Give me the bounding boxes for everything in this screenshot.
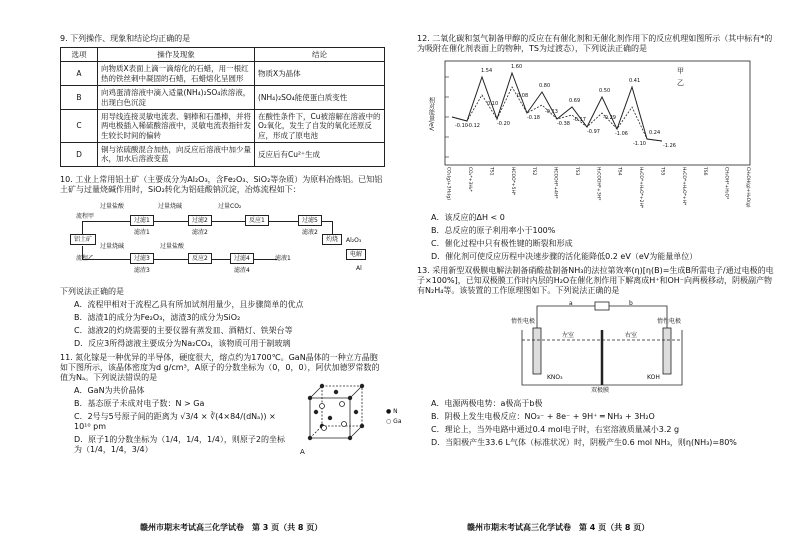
flow-step: 过滤3 (130, 253, 154, 265)
question-10-stem: 10. 工业上常用铝土矿（主要成分为Al₂O₃，含Fe₂O₃、SiO₂等杂质）为原料冶炼铝。已知铝土矿与过量烧碱作用时，SiO₂转化为铝硅酸钠沉淀，冶炼流程如下： (60, 174, 383, 194)
energy-label: -0.10 (455, 123, 468, 129)
option[interactable]: B．总反应的原子利用率小于100% (431, 226, 556, 235)
x-tick-label: H₂CO*+H₂O*+2H* (638, 167, 643, 209)
energy-label: -0.12 (467, 123, 480, 129)
question-13-stem: 13. 采用新型双极膜电解法制备硝酸盐制备NH₃的法拉第效率(η)[η(B)=生成B所需电子/通过电极的电子×100%]，已知双极膜工作时内层的H₂O在催化剂作用下解离成H⁺和OH⁻向两极移动，阴极副产物有N₂H₄等。该装置的工作原理图如下。下列说法正确的是 (417, 266, 774, 295)
option[interactable]: D．反应3所得滤液主要成分为Na₂CO₃，该物质可用于制玻璃 (74, 338, 291, 348)
option[interactable]: C．2号与5号原子间的距离为 √3/4 × ∛(4×84/(dNₐ)) × 10¹⁰ pm (74, 411, 276, 431)
question-11-block (60, 386, 400, 454)
flow-reagent: 过量CO₂ (218, 202, 242, 210)
flow-residue: 滤渣3 (134, 266, 150, 274)
left-chamber-label: 左室 (562, 332, 575, 339)
legend-ga: ○ Ga (386, 417, 402, 425)
legend-swatch-n: ● (386, 407, 392, 415)
energy-label: 0.41 (629, 78, 641, 84)
table-row: A 向物质X表面上滴一滴熔化的石蜡，用一根红热的铁丝刺中凝固的石蜡，石蜡熔化呈圆形 物质X为晶体 (61, 62, 385, 86)
option[interactable]: B．阴极上发生电极反应：NO₃⁻ + 8e⁻ + 9H⁺ ═ NH₃ + 3H₂O (431, 412, 655, 421)
flow-residue: 滤渣1 (134, 228, 150, 236)
flow-route-a: 流程甲 (76, 212, 95, 220)
flow-reagent: 过量烧碱 (158, 202, 183, 210)
energy-label: -1.26 (663, 143, 676, 149)
flow-reagent: 过量烧碱 (100, 242, 125, 250)
x-tick-label: CH₃OH(g)+H₂O(g) (744, 167, 750, 208)
legend-swatch-ga: ○ (386, 417, 392, 425)
flow-step: 反应1 (245, 215, 269, 227)
option[interactable]: A．GaN为共价晶体 (74, 385, 145, 395)
option[interactable]: C．滤液2的灼烧需要的主要仪器有蒸发皿、酒精灯、铁架台等 (74, 325, 293, 335)
right-electrode-label: 惰性电极 (657, 318, 682, 325)
flow-alumina: Al₂O₃ (346, 236, 362, 244)
option[interactable]: A．流程甲相对于流程乙具有所加试剂用量少，且步骤简单的优点 (74, 299, 304, 309)
aluminum-flow-diagram (70, 199, 370, 281)
flow-reagent: 过量盐酸 (160, 242, 185, 250)
right-chamber-label: 右室 (625, 332, 638, 339)
energy-label: 1.54 (481, 68, 493, 74)
series-label-yi: 乙 (677, 79, 684, 87)
question-11-stem: 11. 氮化镓是一种优异的半导体，硬度很大，熔点约为1700℃。GaN晶体的一种立方晶胞如下图所示，该晶体密度为d g/cm³，A原子的分数坐标为（0，0，0），阿伏加德罗常数的值为Nₐ。下列说法错误的是 (60, 352, 380, 382)
flow-filtrate: 滤液1 (275, 254, 291, 262)
option[interactable]: C．理论上，当外电路中通过0.4 mol电子时，右室溶液质量减小3.2 g (431, 425, 680, 434)
energy-label: -0.20 (497, 121, 510, 127)
option[interactable]: A．该反应的ΔH < 0 (431, 213, 505, 222)
x-tick-label: H₃CO*+H₂O*+H* (680, 167, 686, 206)
page-footer: 赣州市期末考试高三化学试卷 第 3 页（共 8 页） (140, 523, 323, 532)
terminal-a: a (569, 300, 573, 307)
energy-label: 1.60 (511, 64, 523, 70)
left-electrode-label: 惰性电极 (511, 318, 536, 325)
x-tick-label: CO₂*+3H₂* (467, 167, 472, 192)
electrolysis-svg (507, 300, 697, 395)
energy-label: 0.50 (599, 88, 611, 94)
flow-step: 过滤4 (230, 253, 254, 265)
flow-step: 过滤5 (298, 215, 322, 227)
option[interactable]: A．电源两极电势：a极高于b极 (431, 399, 543, 408)
series-label-jia: 甲 (677, 67, 684, 75)
flow-step: 反应2 (188, 253, 212, 265)
energy-label: 0.08 (517, 93, 529, 99)
x-tick-label: TS2 (531, 167, 537, 176)
flow-route-b: 流程乙 (76, 254, 95, 262)
x-tick-label: TS4 (616, 167, 622, 176)
flow-residue: 滤渣4 (234, 266, 250, 274)
option[interactable]: C．催化过程中只有极性键的断裂和形成 (431, 239, 573, 248)
chart-x-labels (445, 167, 750, 207)
flow-residue: 滤渣2 (192, 228, 208, 236)
chart-ylabel: 相对能量/eV (427, 97, 435, 131)
energy-label: -0.38 (557, 121, 570, 127)
left-solution-label: KNO₃ (547, 374, 563, 381)
flow-aluminum: Al (356, 264, 362, 272)
energy-profile-chart (427, 57, 757, 207)
option[interactable]: D．原子1的分数坐标为（1/4，1/4，1/4），则原子2的坐标为（1/4，1/4，3/4） (74, 434, 285, 454)
energy-label: -1.06 (615, 131, 628, 137)
energy-label: 0.10 (487, 101, 499, 107)
x-tick-label: TS5 (659, 167, 665, 176)
x-tick-label: TS1 (488, 167, 494, 176)
x-tick-label: CH₃OH*+H₂O* (723, 167, 729, 200)
x-tick-label: HCOOH*+4H* (552, 167, 558, 199)
flow-ore: 铝土矿 (70, 234, 96, 246)
table-row: B 向鸡蛋清溶液中滴入适量(NH₄)₂SO₄浓溶液，出现白色沉淀 (NH₄)₂SO₄能使蛋白质变性 (61, 86, 385, 110)
option[interactable]: B．基态原子未成对电子数：N > Ga (74, 398, 205, 408)
flow-filtrate: 滤液2 (302, 228, 318, 236)
option[interactable]: B．滤渣1的成分为Fe₂O₃，滤渣3的成分为SiO₂ (74, 312, 241, 322)
flow-step: 过滤1 (130, 215, 154, 227)
table-header: 操作及现象 (98, 48, 255, 62)
energy-label: -0.17 (573, 117, 586, 123)
question-12-stem: 12. 二氧化碳和氢气制备甲醇的反应在有催化剂和无催化剂作用下的反应机理如图所示（其中标有*的为吸附在催化剂表面上的物种，TS为过渡态），下列说法正确的是 (417, 34, 773, 53)
question-10-ask: 下列说法正确的是 (60, 286, 124, 296)
crystal-cell-diagram (300, 378, 380, 453)
table-row: C 用导线连接灵敏电流表、铜棒和石墨棒，并将两电极插入稀硫酸溶液中，灵敏电流表指针发生较长时间的偏转 在酸性条件下，Cu被溶解在溶液中的O₂氧化，发生了自发的氧化还原反应，形成了原电池 (61, 109, 385, 142)
energy-label: -0.13 (545, 109, 558, 115)
electrolysis-device-diagram (507, 300, 697, 395)
energy-label: -0.29 (603, 115, 616, 121)
energy-label: 0.80 (539, 83, 551, 89)
x-tick-label: HCOO*+5H* (509, 167, 515, 196)
page-4 (397, 0, 794, 539)
x-tick-label: CO₂(g)+3H₂(g) (445, 167, 451, 201)
energy-label: 0.24 (649, 130, 661, 136)
flow-electrolysis: 电解 (346, 249, 366, 261)
table-header: 选项 (61, 48, 98, 62)
energy-label: -1.10 (633, 141, 646, 147)
legend-n: ● N (386, 407, 398, 415)
table-header: 结论 (255, 48, 385, 62)
energy-label: 0.69 (569, 98, 581, 104)
option[interactable]: D．催化剂可使反应历程中决速步骤的活化能降低0.2 eV（eV为能量单位） (431, 252, 698, 261)
x-tick-label: TS6 (702, 167, 708, 176)
terminal-b: b (629, 300, 633, 307)
energy-label: -0.97 (587, 129, 600, 135)
flow-step: 过滤2 (188, 215, 212, 227)
question-9-table (60, 47, 385, 167)
x-tick-label: TS3 (573, 167, 579, 176)
table-row: D 铜与浓硫酸混合加热，向反应后溶液中加少量水，加水后溶液变蓝 反应后有Cu²⁺生成 (61, 143, 385, 167)
x-tick-label: H₂COOH*+3H* (595, 167, 601, 201)
option[interactable]: D．当阳极产生33.6 L气体（标准状况）时，阴极产生0.6 mol NH₃，则η(NH₃)=80% (431, 438, 737, 447)
origin-atom-label: A (300, 447, 305, 456)
flow-reagent: 过量盐酸 (100, 202, 125, 210)
question-9-stem: 9. 下列操作、现象和结论均正确的是 (60, 34, 191, 43)
right-solution-label: KOH (647, 374, 660, 381)
membrane-label: 双极膜 (591, 387, 610, 394)
energy-label: -0.18 (527, 115, 540, 121)
page-footer: 赣州市期末考试高三化学试卷 第 4 页（共 8 页） (467, 523, 650, 532)
flow-calcine: 灼烧 (322, 234, 342, 246)
